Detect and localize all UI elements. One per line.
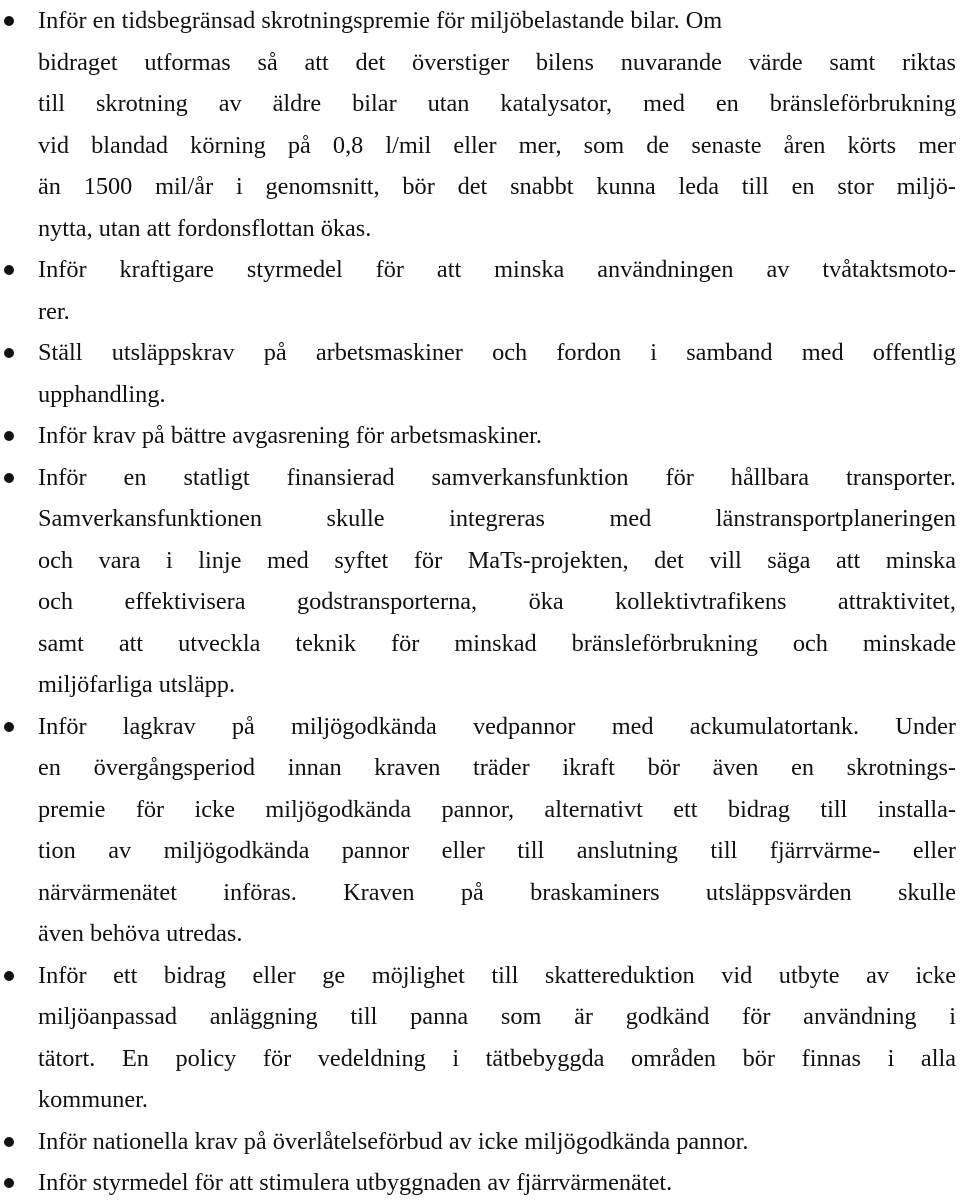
text-line: en övergångsperiod innan kraven träder ikraft bör även en skrotnings- (38, 754, 956, 781)
bullet-icon (4, 265, 14, 275)
list-item (0, 457, 960, 706)
list-item (0, 0, 960, 249)
list-item (0, 706, 960, 955)
text-line: kommuner. (38, 1086, 149, 1113)
text-line: Inför en tidsbegränsad skrotningspremie för miljöbelastande bilar. Om (38, 7, 723, 34)
text-line: miljöfarliga utsläpp. (38, 671, 236, 698)
text-line: samt att utveckla teknik för minskad bränsleförbrukning och minskade (38, 629, 956, 657)
bullet-icon (4, 431, 14, 441)
bullet-icon (4, 722, 14, 732)
text-line: tätort. En policy för vedeldning i tätbebyggda områden bör finnas i alla (38, 1044, 956, 1072)
text-line: Inför krav på bättre avgasrening för arbetsmaskiner. (38, 422, 542, 449)
text-line: miljöanpassad anläggning till panna som är godkänd för användning i (38, 1003, 956, 1030)
text-line: nytta, utan att fordonsflottan ökas. (38, 214, 372, 242)
text-line: Samverkansfunktionen skulle integreras med länstransportplaneringen (38, 505, 956, 532)
text-line: och vara i linje med syftet för MaTs-projekten, det vill säga att minska (38, 546, 956, 574)
list-item (0, 955, 960, 1121)
text-line: även behöva utredas. (38, 920, 243, 947)
bullet-icon (4, 348, 14, 358)
text-line: Ställ utsläppskrav på arbetsmaskiner och fordon i samband med offentlig (38, 339, 956, 366)
text-line: rer. (38, 297, 70, 325)
text-line: tion av miljögodkända pannor eller till anslutning till fjärrvärme- eller (38, 837, 956, 864)
bullet-icon (4, 1178, 14, 1188)
text-line: närvärmenätet införas. Kraven på braskaminers utsläppsvärden skulle (38, 878, 956, 906)
text-line: Inför en statligt finansierad samverkansfunktion för hållbara transporter. (38, 463, 956, 491)
text-line: till skrotning av äldre bilar utan katalysator, med en bränsleförbrukning (38, 90, 956, 117)
list-item (0, 415, 960, 457)
text-line: Inför lagkrav på miljögodkända vedpannor med ackumulatortank. Under (38, 712, 956, 740)
list-item (0, 249, 960, 332)
text-line: upphandling. (38, 380, 166, 408)
text-line: Inför kraftigare styrmedel för att minska användningen av tvåtaktsmoto- (38, 256, 956, 283)
text-line: Inför styrmedel för att stimulera utbyggnaden av fjärrvärmenätet. (38, 1169, 673, 1196)
list-item (0, 1162, 960, 1204)
bullet-icon (4, 16, 14, 26)
text-line: Inför ett bidrag eller ge möjlighet till skattereduktion vid utbyte av icke (38, 961, 956, 989)
text-line: och effektivisera godstransporterna, öka kollektivtrafikens attraktivitet, (38, 588, 956, 615)
text-line: Inför nationella krav på överlåtelseförbud av icke miljögodkända pannor. (38, 1127, 749, 1155)
text-line: än 1500 mil/år i genomsnitt, bör det snabbt kunna leda till en stor miljö- (38, 173, 956, 200)
text-line: bidraget utformas så att det överstiger bilens nuvarande värde samt riktas (38, 48, 956, 76)
bullet-icon (4, 1137, 14, 1147)
text-line: premie för icke miljögodkända pannor, alternativt ett bidrag till installa- (38, 795, 956, 823)
list-item (0, 332, 960, 415)
bullet-icon (4, 473, 14, 483)
text-line: vid blandad körning på 0,8 l/mil eller mer, som de senaste åren körts mer (38, 131, 956, 159)
bullet-icon (4, 971, 14, 981)
list-item (0, 1121, 960, 1163)
